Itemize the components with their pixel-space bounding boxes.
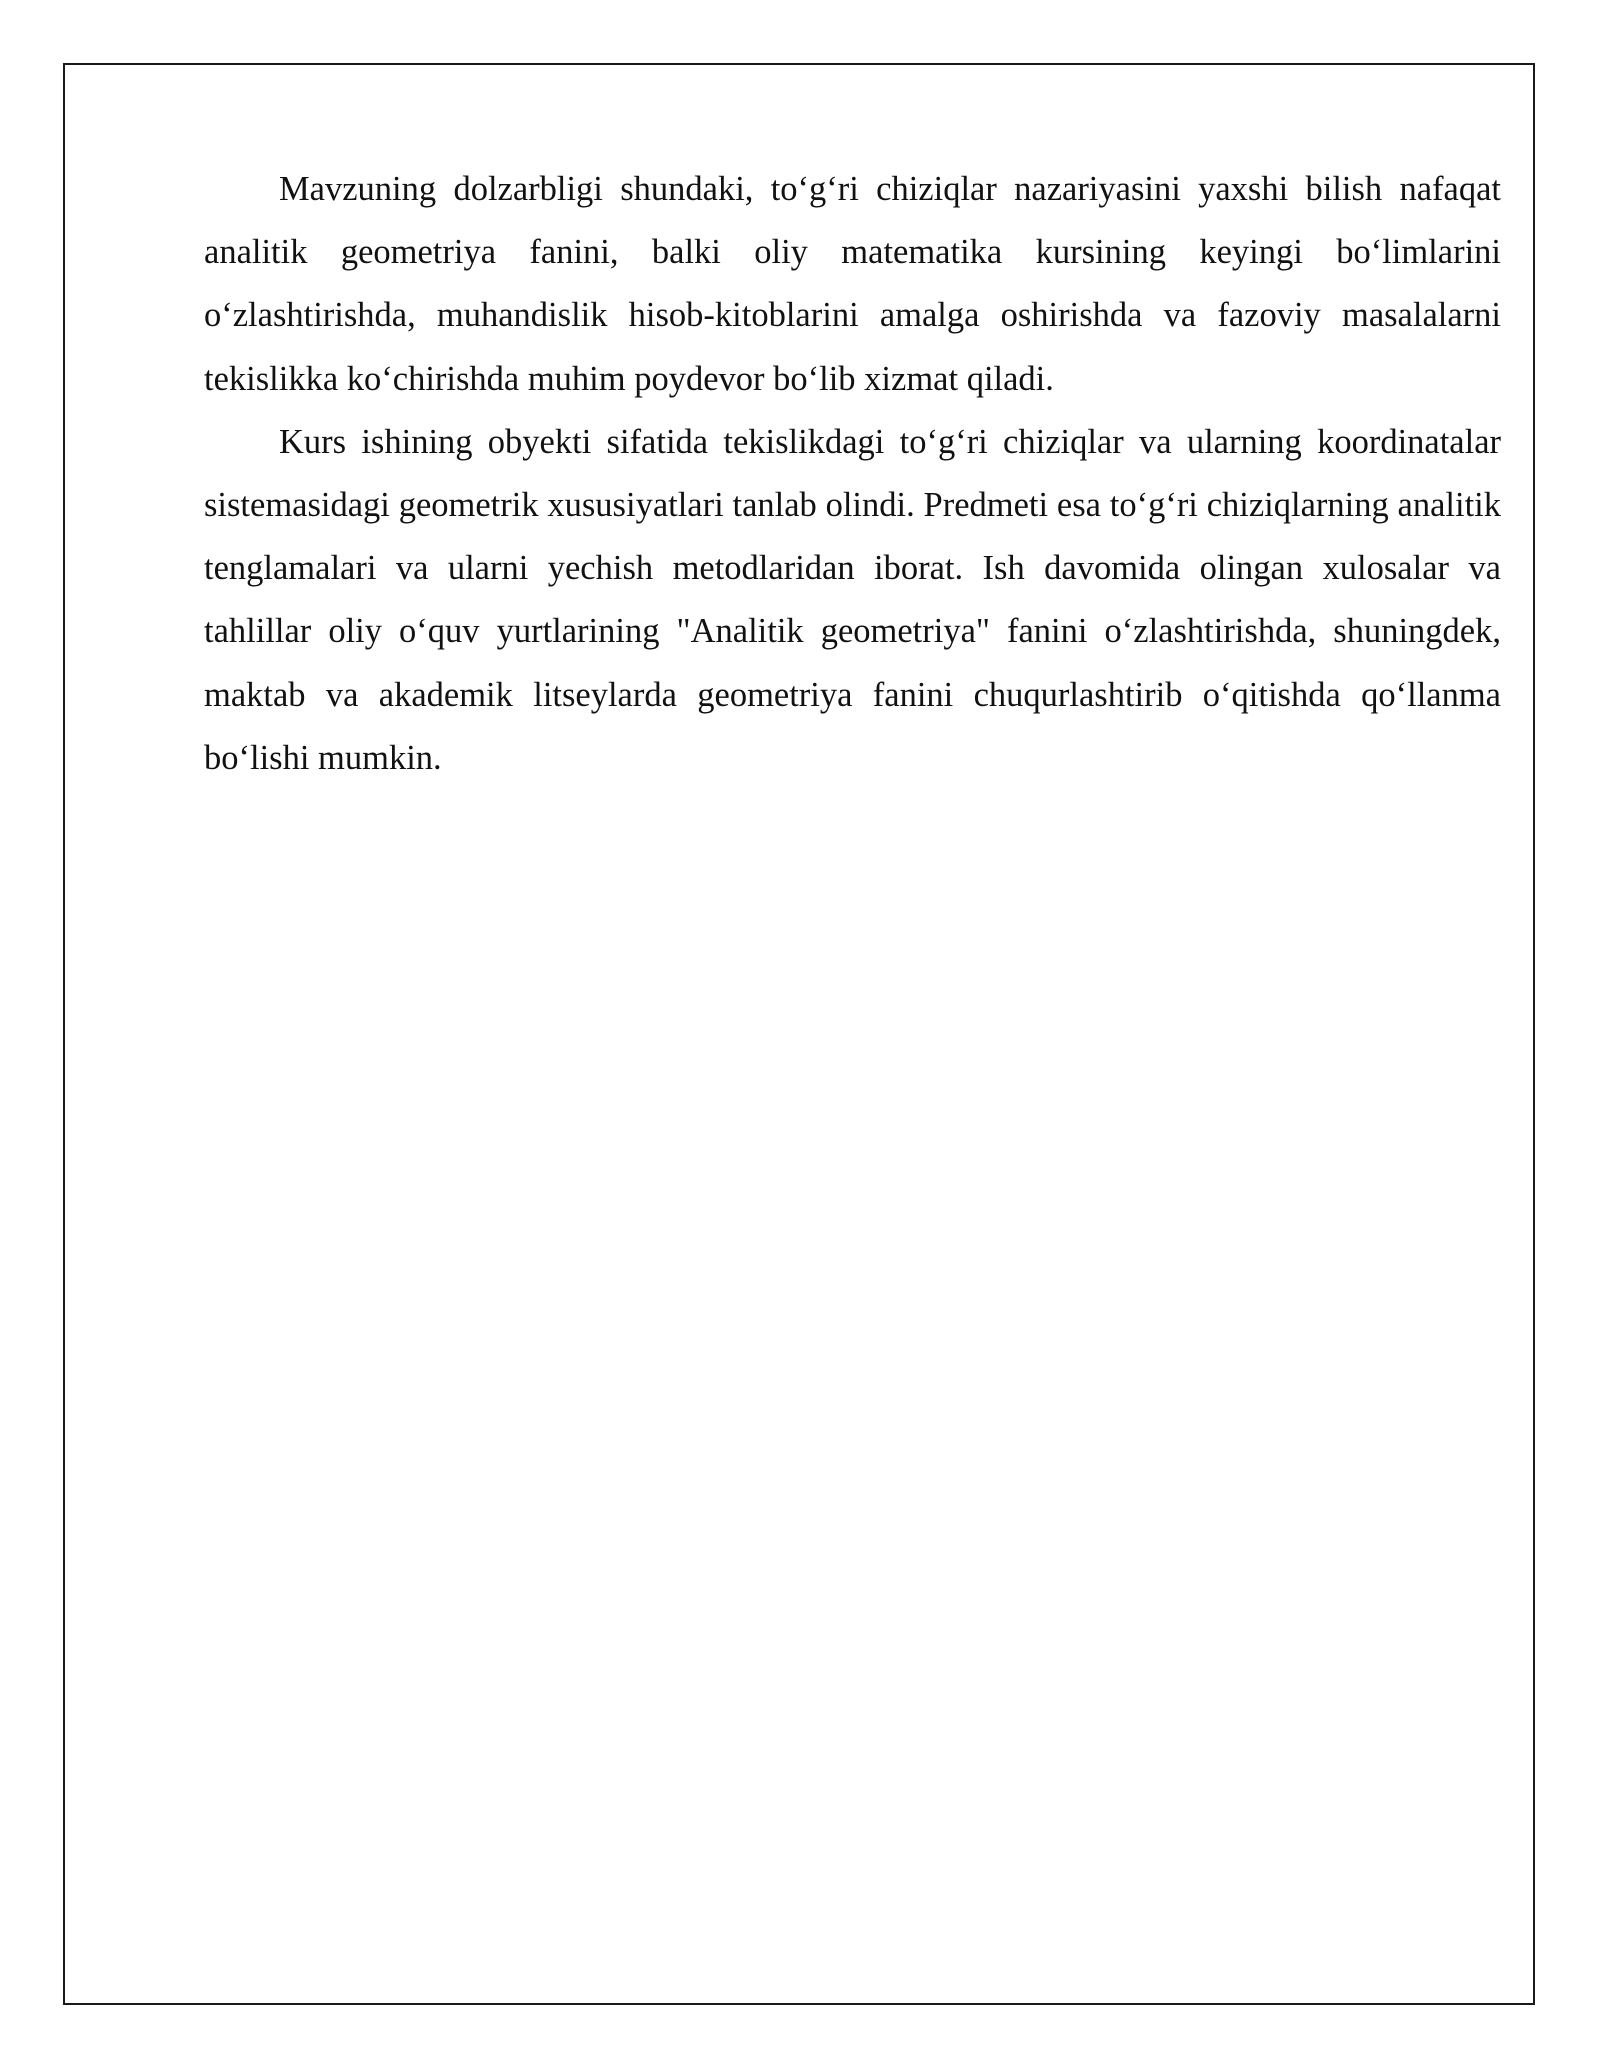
paragraph-object-subject: Kurs ishining obyekti sifatida tekislikdagi to‘g‘ri chiziqlar va ularning koordinatalar sistemasidagi geometrik xususiyatlari tanlab olindi. Predmeti esa to‘g‘ri chiziqlarning analitik tenglamalari va ularni yechish metodlaridan iborat. Ish davomida olingan xulosalar va tahlillar oliy o‘quv yurtlarining "Analitik geometriya" fanini o‘zlashtirishda, shuningdek, maktab va akademik litseylarda geometriya fanini chuqurlashtirib o‘qitishda qo‘llanma bo‘lishi mumkin. [204, 422, 1501, 777]
paragraph-relevance: Mavzuning dolzarbligi shundaki, to‘g‘ri chiziqlar nazariyasini yaxshi bilish nafaqat analitik geometriya fanini, balki oliy matematika kursining keyingi bo‘limlarini o‘zlashtirishda, muhandislik hisob-kitoblarini amalga oshirishda va fazoviy masalalarni tekislikka ko‘chirishda muhim poydevor bo‘lib xizmat qiladi. [204, 170, 1501, 398]
document-body [204, 158, 1501, 790]
